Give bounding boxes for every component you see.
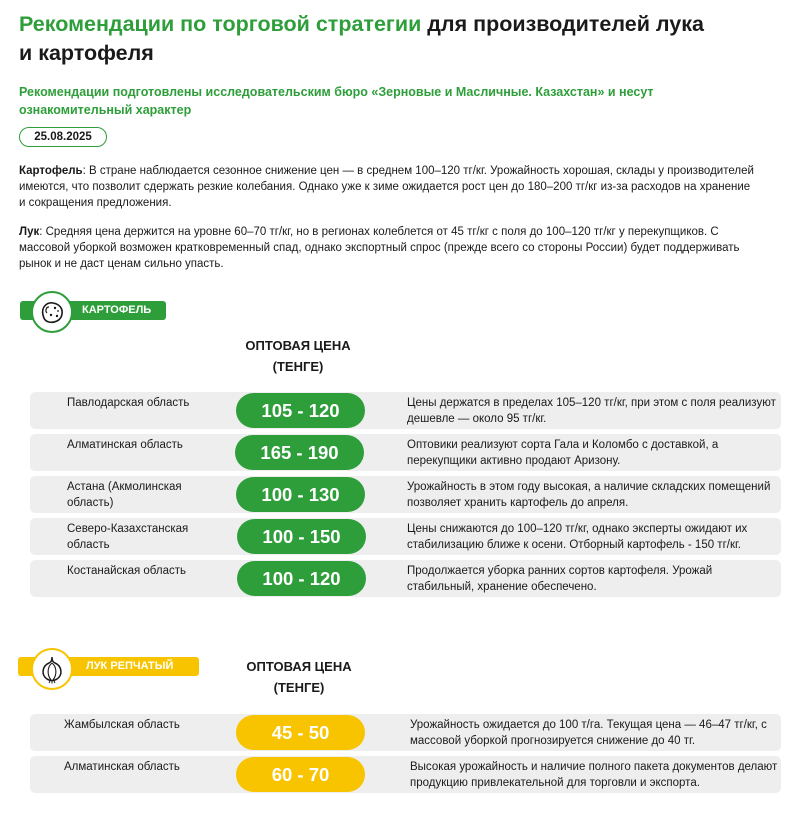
onion-summary: [19, 224, 759, 272]
onion-price-header-line1: ОПТОВАЯ ЦЕНА: [246, 659, 352, 674]
potato-price-header-line1: ОПТОВАЯ ЦЕНА: [245, 338, 351, 353]
potato-badge-label: КАРТОФЕЛЬ: [82, 304, 152, 316]
potato-summary-text: : В стране наблюдается сезонное снижение цен — в среднем 100–120 тг/кг. Урожайность хорошая, склады у производителей имеются, что позволит сдержать резкие колебания. Однако уже к зиме ожидается рост цен до 180–200 тг/кг из-за расходов на хранение и сокращения предложения.: [19, 165, 754, 209]
region-comment: Высокая урожайность и наличие полного пакета документов делают продукцию привлекательной для торговли и экспорта.: [410, 761, 778, 789]
price-range-pill: 100 - 120: [237, 561, 366, 596]
onion-icon: [31, 648, 73, 690]
region-name: Жамбылская область: [64, 719, 180, 731]
onion-badge-label: ЛУК РЕПЧАТЫЙ: [86, 660, 174, 672]
region-comment: Оптовики реализуют сорта Гала и Коломбо с доставкой, а перекупщики активно продают Аризону.: [407, 439, 719, 467]
onion-summary-label: Лук: [19, 226, 40, 238]
potato-price-header-line2: (ТЕНГЕ): [272, 359, 324, 374]
price-range-pill: 60 - 70: [236, 757, 365, 792]
price-range-pill: 165 - 190: [235, 435, 364, 470]
region-name: Павлодарская область: [67, 397, 190, 409]
price-range-pill: 100 - 150: [237, 519, 366, 554]
price-range-pill: 45 - 50: [236, 715, 365, 750]
table-row: [30, 518, 781, 555]
potato-summary-label: Картофель: [19, 165, 83, 177]
region-name: Северо-Казахстанская область: [67, 523, 189, 551]
region-comment: Цены снижаются до 100–120 тг/кг, однако эксперты ожидают их стабилизацию ближе к осени. Отборный картофель - 150 тг/кг.: [407, 523, 748, 551]
page-subtitle: Рекомендации подготовлены исследовательским бюро «Зерновые и Масличные. Казахстан» и несут ознакомительный характер: [19, 85, 654, 117]
region-comment: Урожайность ожидается до 100 т/га. Текущая цена — 46–47 тг/кг, с массовой уборкой прогнозируется снижение до 40 тг.: [410, 719, 767, 747]
potato-price-header: [228, 335, 368, 377]
onion-summary-text: : Средняя цена держится на уровне 60–70 тг/кг, но в регионах колеблется от 45 тг/кг с поля до 100–120 тг/кг у перекупщиков. С массовой уборкой возможен кратковременный спад, однако экспортный спрос (прежде всего со стороны России) будет поддерживать рынок и не даст ценам сильно упасть.: [19, 226, 740, 270]
table-row: [30, 392, 781, 429]
price-range-pill: 100 - 130: [236, 477, 365, 512]
onion-price-header-line2: (ТЕНГЕ): [273, 680, 325, 695]
page-title-rest: для производителей лука и картофеля: [19, 12, 704, 65]
table-row: [30, 714, 781, 751]
region-name: Костанайская область: [67, 565, 186, 577]
table-row: [30, 434, 781, 471]
potato-icon: [31, 291, 73, 333]
region-name: Алматинская область: [64, 761, 180, 773]
table-row: [30, 756, 781, 793]
table-row: [30, 476, 781, 513]
table-row: [30, 560, 781, 597]
region-comment: Продолжается уборка ранних сортов картофеля. Урожай стабильный, хранение обеспечено.: [407, 565, 713, 593]
region-comment: Цены держатся в пределах 105–120 тг/кг, при этом с поля реализуют дешевле — около 95 тг/кг.: [407, 397, 776, 425]
region-comment: Урожайность в этом году высокая, а наличие складских помещений позволяет хранить картофель до апреля.: [407, 481, 771, 509]
onion-price-header: [229, 656, 369, 698]
date-badge: 25.08.2025: [19, 127, 107, 147]
region-name: Астана (Акмолинская область): [67, 481, 182, 509]
page-title: [19, 10, 719, 68]
region-name: Алматинская область: [67, 439, 183, 451]
price-range-pill: 105 - 120: [236, 393, 365, 428]
potato-summary: [19, 163, 759, 211]
page-title-highlight: Рекомендации по торговой стратегии: [19, 12, 422, 36]
